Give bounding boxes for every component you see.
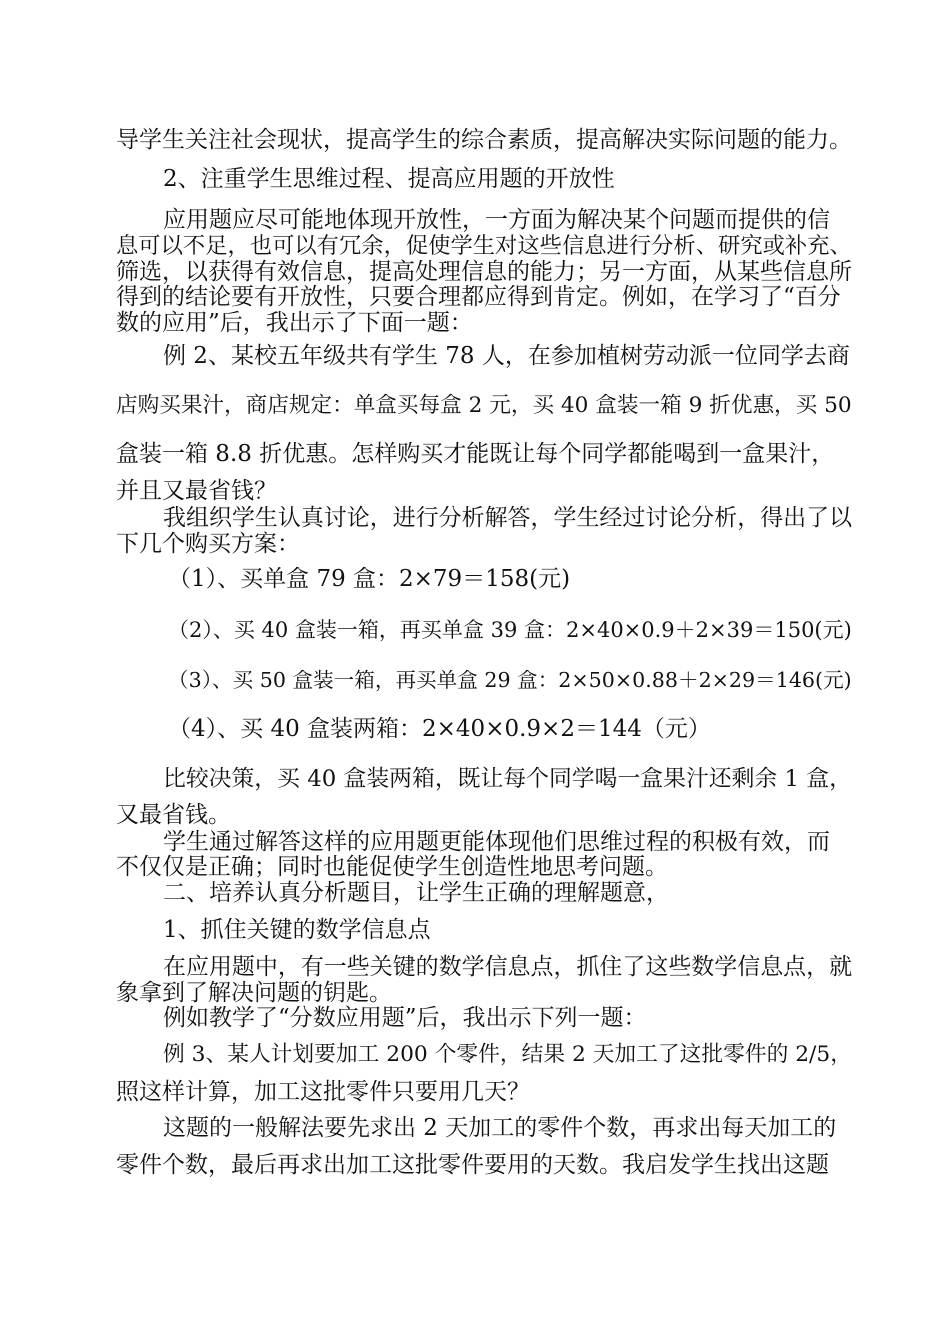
text-line-content: 照这样计算，加工这批零件只要用几天？ bbox=[116, 1079, 530, 1105]
text-line bbox=[0, 125, 950, 155]
text-line-content: 不仅仅是正确；同时也能促使学生创造性地思考问题。 bbox=[116, 854, 668, 880]
text-line bbox=[0, 1150, 950, 1180]
text-line bbox=[0, 564, 950, 594]
text-line-content: 得到的结论要有开放性，只要合理都应得到肯定。例如，在学习了“百分 bbox=[116, 284, 841, 310]
text-line-content: 我组织学生认真讨论，进行分析解答，学生经过讨论分析，得出了以 bbox=[163, 505, 853, 531]
text-line-content: 1、抓住关键的数学信息点 bbox=[163, 917, 431, 943]
text-line-content: 这题的一般解法要先求出 2 天加工的零件个数，再求出每天加工的 bbox=[163, 1115, 837, 1141]
text-line bbox=[0, 1039, 950, 1070]
text-line bbox=[0, 390, 950, 421]
text-line-content: 例 2、某校五年级共有学生 78 人，在参加植树劳动派一位同学去商 bbox=[163, 343, 850, 369]
text-line-content: 象拿到了解决问题的钥匙。 bbox=[116, 980, 392, 1006]
text-line-content: 学生通过解答这样的应用题更能体现他们思维过程的积极有效，而 bbox=[163, 829, 830, 855]
text-line-content: 数的应用”后，我出示了下面一题： bbox=[116, 310, 473, 336]
text-line bbox=[0, 308, 950, 338]
text-line-content: 筛选，以获得有效信息，提高处理信息的能力；另一方面，从某些信息所 bbox=[116, 259, 852, 285]
text-line bbox=[0, 1003, 950, 1033]
text-line bbox=[0, 665, 950, 695]
text-line bbox=[0, 164, 950, 194]
text-line bbox=[0, 1113, 950, 1143]
text-line bbox=[0, 714, 950, 744]
text-line-content: 2、注重学生思维过程、提高应用题的开放性 bbox=[163, 166, 615, 192]
text-line-content: 并且又最省钱？ bbox=[116, 478, 277, 504]
text-line-content: （2）、买 40 盒装一箱，再买单盒 39 盒：2×40×0.9＋2×39＝150(元) bbox=[168, 617, 852, 642]
text-line bbox=[0, 439, 950, 469]
text-line bbox=[0, 915, 950, 945]
text-line-content: 二、培养认真分析题目，让学生正确的理解题意， bbox=[163, 880, 669, 906]
text-line-content: 又最省钱。 bbox=[116, 802, 231, 828]
text-line bbox=[0, 800, 950, 830]
text-line-content: 盒装一箱 8.8 折优惠。怎样购买才能既让每个同学都能喝到一盒果汁， bbox=[116, 441, 835, 467]
text-line bbox=[0, 476, 950, 506]
text-line bbox=[0, 615, 950, 645]
text-line-content: 店购买果汁，商店规定：单盒买每盒 2 元，买 40 盒装一箱 9 折优惠，买 50 bbox=[116, 393, 852, 418]
text-line bbox=[0, 878, 950, 908]
text-line bbox=[0, 529, 950, 559]
text-line-content: 在应用题中，有一些关键的数学信息点，抓住了这些数学信息点，就 bbox=[163, 954, 853, 980]
text-line bbox=[0, 1077, 950, 1107]
text-line-content: （3）、买 50 盒装一箱，再买单盒 29 盒：2×50×0.88＋2×29＝146(元) bbox=[168, 668, 852, 692]
text-line-content: 息可以不足，也可以有冗余，促使学生对这些信息进行分析、研究或补充、 bbox=[116, 233, 852, 259]
text-line bbox=[0, 341, 950, 371]
text-line bbox=[0, 764, 950, 794]
text-line-content: 比较决策，买 40 盒装两箱，既让每个同学喝一盒果汁还剩余 1 盒， bbox=[163, 766, 852, 792]
text-line-content: （1）、买单盒 79 盒：2×79＝158(元) bbox=[168, 566, 571, 592]
text-line-content: （4）、买 40 盒装两箱：2×40×0.9×2＝144（元） bbox=[168, 716, 711, 742]
text-line-content: 下几个购买方案： bbox=[116, 531, 300, 557]
text-line-content: 零件个数，最后再求出加工这批零件要用的天数。我启发学生找出这题 bbox=[116, 1152, 829, 1178]
text-line-content: 例 3、某人计划要加工 200 个零件，结果 2 天加工了这批零件的 2/5， bbox=[163, 1042, 852, 1067]
text-line-content: 应用题应尽可能地体现开放性，一方面为解决某个问题而提供的信 bbox=[163, 207, 830, 233]
text-line-content: 导学生关注社会现状，提高学生的综合素质，提高解决实际问题的能力。 bbox=[116, 127, 852, 153]
text-line-content: 例如教学了“分数应用题”后，我出示下列一题： bbox=[163, 1005, 647, 1031]
